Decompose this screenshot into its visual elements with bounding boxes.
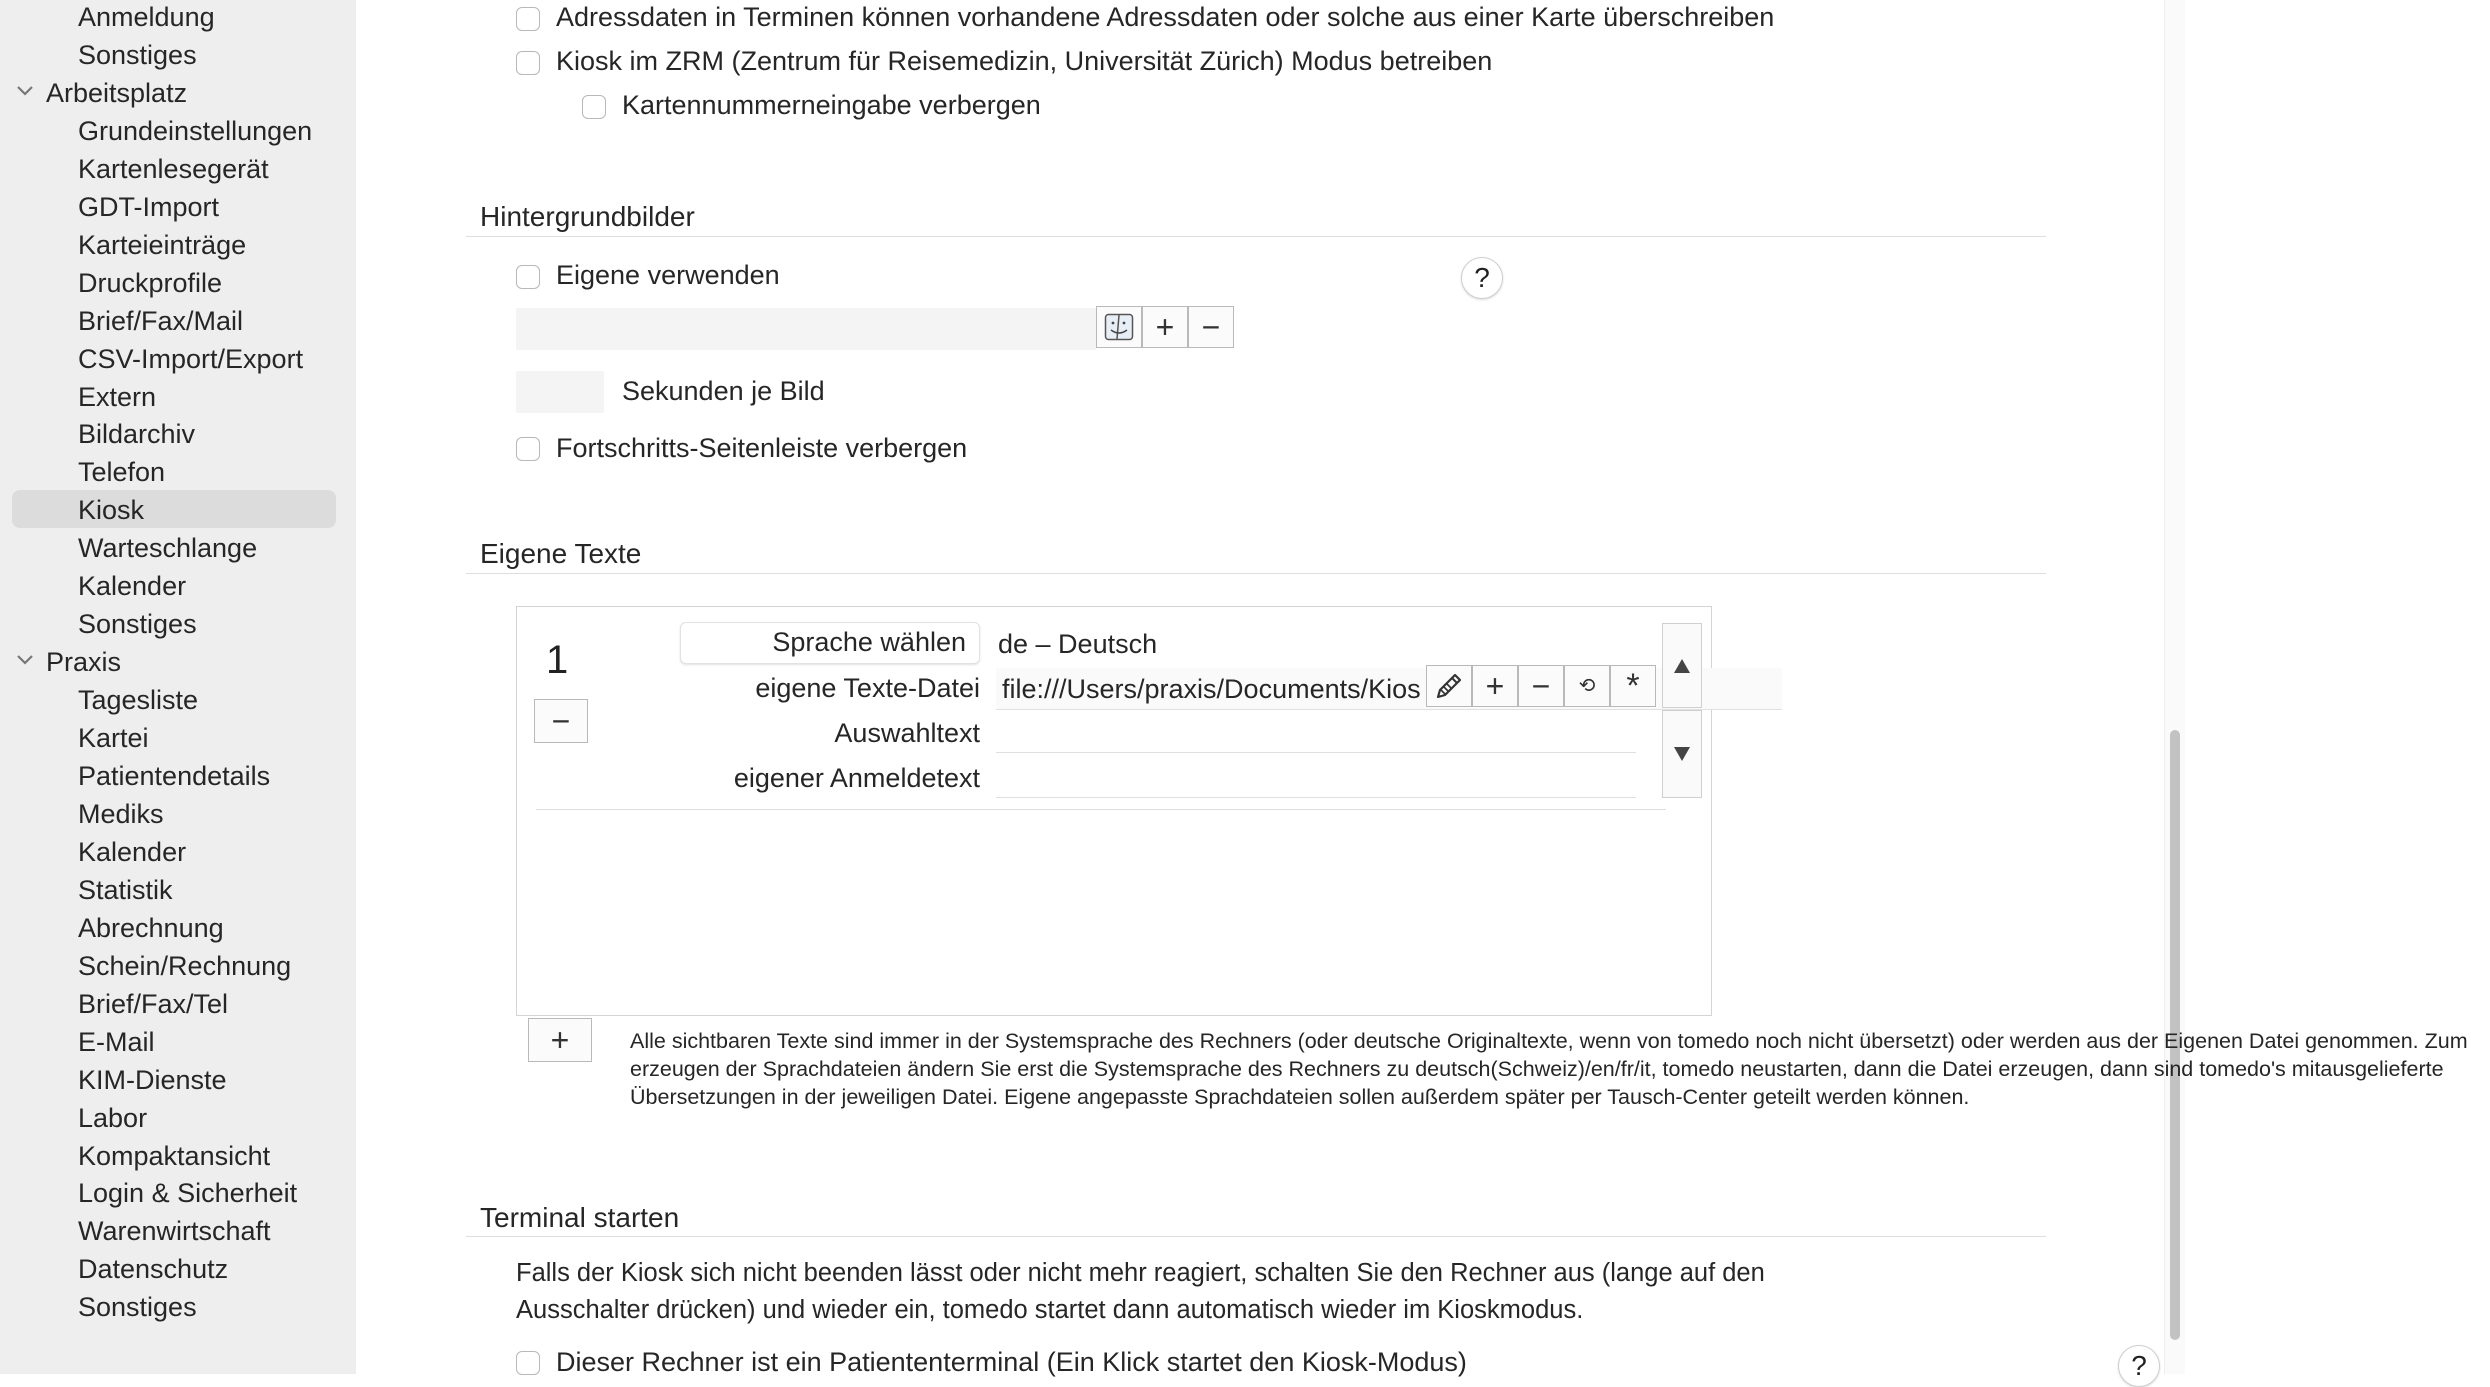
sidebar-item[interactable]: Arbeitsplatz [46, 77, 188, 108]
sidebar-item[interactable]: Kartei [78, 723, 149, 754]
asterisk-icon: * [1626, 667, 1640, 705]
terminal-start-title: Terminal starten [480, 1202, 680, 1233]
sidebar-item[interactable]: Mediks [78, 798, 164, 829]
own-login-text-label: eigener Anmeldetext [733, 763, 980, 793]
sidebar-item[interactable]: Sonstiges [78, 1292, 197, 1323]
hide-progress-sidebar-checkbox[interactable] [516, 437, 540, 461]
star-file-button[interactable] [1610, 665, 1656, 707]
sidebar-item[interactable]: Kiosk [78, 495, 145, 526]
sidebar-item[interactable]: Extern [78, 381, 157, 412]
sidebar-item[interactable]: Abrechnung [78, 912, 224, 943]
entry-divider [536, 809, 1666, 810]
patient-terminal-label: Dieser Rechner ist ein Patiententerminal (Ein Klick startet den Kiosk-Modus) [556, 1347, 1467, 1377]
terminal-info: Falls der Kiosk sich nicht beenden lässt oder nicht mehr reagiert, schalten Sie den Rechner aus (lange auf den Ausschalter drücken) und wieder ein, tomedo startet dann automatisch wieder im Kioskmodus. [516, 1259, 1765, 1324]
remove-file-button[interactable]: − [1518, 665, 1564, 707]
zrm-mode-checkbox[interactable] [516, 51, 540, 75]
own-texts-title: Eigene Texte [480, 538, 642, 569]
triangle-down-icon [1672, 745, 1692, 763]
sidebar-item[interactable]: CSV-Import/Export [78, 343, 304, 374]
finder-button[interactable] [1096, 306, 1142, 348]
patient-terminal-checkbox[interactable] [516, 1351, 540, 1375]
sidebar-item[interactable]: Kalender [78, 571, 187, 602]
background-help-button[interactable] [1461, 257, 1503, 299]
own-text-file-value: file:///Users/praxis/Documents/Kios [1002, 674, 1421, 704]
add-file-button[interactable]: + [1472, 665, 1518, 707]
terminal-help-button[interactable] [2118, 1345, 2160, 1387]
reload-icon: ⟲ [1578, 675, 1596, 697]
sidebar-item[interactable]: Warteschlange [78, 533, 258, 564]
sidebar-item[interactable]: Patientendetails [78, 761, 271, 791]
sidebar-item[interactable]: Anmeldung [78, 2, 215, 32]
sidebar-item[interactable]: Login & Sicherheit [78, 1178, 298, 1209]
language-value: de – Deutsch [998, 629, 1158, 659]
sidebar [0, 0, 356, 1374]
choose-language-label: Sprache wählen [772, 627, 966, 657]
sidebar-item[interactable]: Schein/Rechnung [78, 950, 292, 981]
edit-file-button[interactable] [1426, 665, 1472, 707]
sidebar-item[interactable]: E-Mail [78, 1026, 155, 1057]
zrm-mode-label: Kiosk im ZRM (Zentrum für Reisemedizin, Universität Zürich) Modus betreiben [556, 46, 1493, 76]
help-icon: ? [1474, 262, 1490, 293]
help-icon: ? [2131, 1350, 2147, 1381]
add-entry-button[interactable]: + [528, 1018, 592, 1062]
seconds-per-image-label: Sekunden je Bild [622, 376, 825, 406]
own-login-text-field[interactable] [996, 758, 1636, 798]
finder-icon [1104, 313, 1134, 341]
own-texts-info: Alle sichtbaren Texte sind immer in der Systemsprache des Rechners (oder deutsche Originaltexte, wenn von tomedo noch nicht übersetzt) oder werden aus der Eigenen Datei genommen. Zum erzeugen der Sprachdateien ändern Sie erst die Systemsprache des Rechners zu deutsch(Schweiz)/en/fr/it, tomedo neustarten, dann die Datei erzeugen, dann sind tomedo's mitausgelieferte Übersetzungen in der jeweiligen Datei. Eigene angepasste Sprachdateien sollen außerdem später per Tausch-Center geteilt werden können. [630, 1029, 2468, 1109]
selection-text-field[interactable] [996, 713, 1636, 753]
sidebar-item[interactable]: Sonstiges [78, 609, 197, 640]
triangle-up-icon [1672, 657, 1692, 675]
sidebar-item[interactable]: Sonstiges [78, 39, 197, 70]
sidebar-item[interactable]: Kalender [78, 836, 187, 867]
sidebar-item[interactable]: Brief/Fax/Tel [78, 988, 229, 1019]
sidebar-item[interactable]: Warenwirtschaft [78, 1216, 271, 1247]
entry-number: 1 [546, 638, 569, 682]
section-divider [466, 236, 2046, 237]
chevron-down-icon[interactable] [16, 74, 40, 112]
sidebar-item[interactable]: Kartenlesegerät [78, 153, 269, 184]
own-text-file-label: eigene Texte-Datei [755, 673, 980, 703]
chevron-down-icon[interactable] [16, 643, 40, 681]
sidebar-item[interactable]: Datenschutz [78, 1254, 229, 1285]
sidebar-item[interactable]: Karteieinträge [78, 229, 247, 260]
sidebar-item[interactable]: KIM-Dienste [78, 1064, 227, 1095]
sidebar-item[interactable]: Labor [78, 1102, 148, 1133]
pencil-icon [1432, 669, 1466, 703]
image-folder-field[interactable] [516, 308, 1096, 350]
sidebar-selection-highlight [12, 490, 336, 528]
use-own-images-label: Eigene verwenden [556, 260, 780, 290]
add-image-button[interactable]: + [1142, 306, 1188, 348]
section-divider [466, 573, 2046, 574]
hide-card-number-label: Kartennummerneingabe verbergen [622, 90, 1041, 120]
address-overwrite-checkbox[interactable] [516, 7, 540, 31]
remove-entry-button[interactable]: − [534, 699, 588, 743]
sidebar-item[interactable]: Grundeinstellungen [78, 115, 313, 146]
move-down-button[interactable] [1662, 710, 1702, 798]
sidebar-item[interactable]: Statistik [78, 874, 173, 905]
seconds-per-image-field[interactable] [516, 371, 604, 413]
background-images-title: Hintergrundbilder [480, 201, 695, 232]
sidebar-item[interactable]: Kompaktansicht [78, 1140, 271, 1171]
hide-progress-sidebar-label: Fortschritts-Seitenleiste verbergen [556, 433, 968, 463]
sidebar-item[interactable]: Telefon [78, 457, 166, 488]
sidebar-item[interactable]: Brief/Fax/Mail [78, 305, 244, 336]
sidebar-item[interactable]: Bildarchiv [78, 419, 196, 450]
remove-image-button[interactable]: − [1188, 306, 1234, 348]
selection-text-label: Auswahltext [834, 718, 980, 748]
move-up-button[interactable] [1662, 623, 1702, 708]
hide-card-number-checkbox[interactable] [582, 95, 606, 119]
section-divider [466, 1236, 2046, 1237]
sidebar-item[interactable]: Praxis [46, 647, 122, 678]
reload-file-button[interactable] [1564, 665, 1610, 707]
sidebar-item[interactable]: Tagesliste [78, 685, 199, 716]
settings-main [356, 0, 2468, 1381]
sidebar-item[interactable]: Druckprofile [78, 267, 223, 298]
sidebar-item[interactable]: GDT-Import [78, 191, 220, 222]
use-own-images-checkbox[interactable] [516, 265, 540, 289]
address-overwrite-label: Adressdaten in Terminen können vorhandene Adressdaten oder solche aus einer Karte überschreiben [556, 2, 1775, 32]
